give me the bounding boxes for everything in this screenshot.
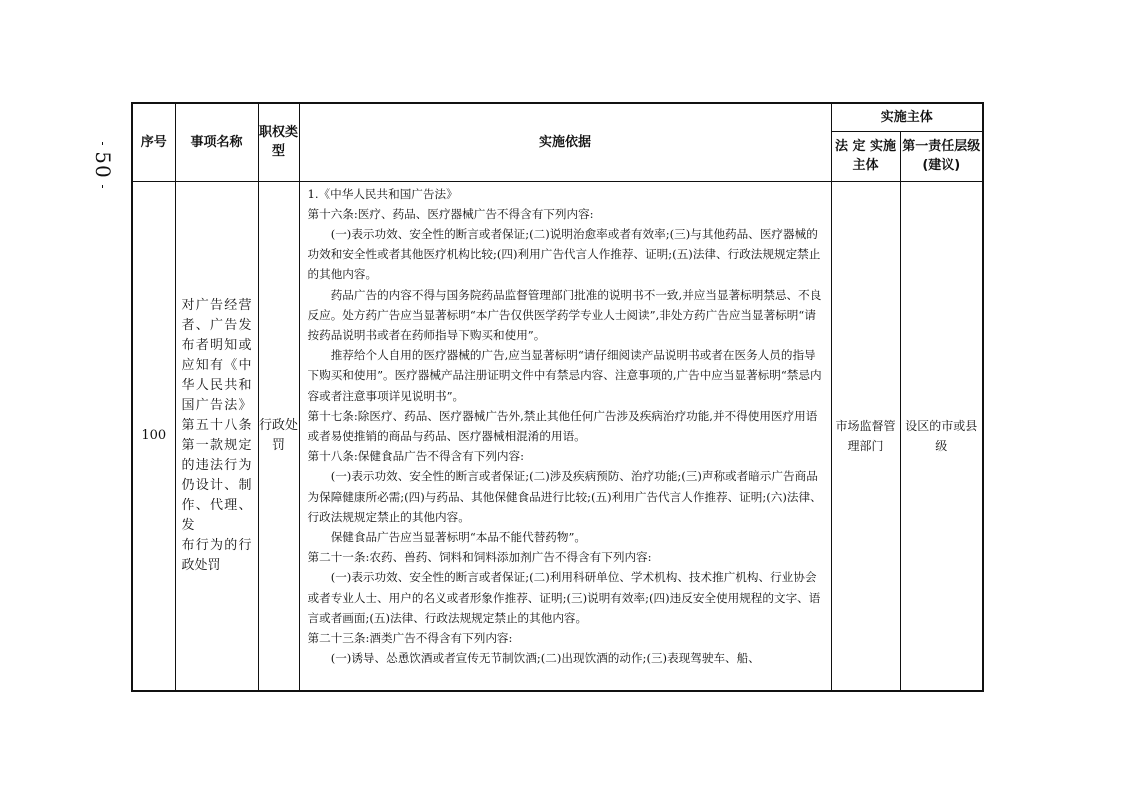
basis-paragraph: 第十七条:除医疗、药品、医疗器械广告外,禁止其他任何广告涉及疾病治疗功能,并不得使用医疗用语或者易使推销的商品与药品、医疗器械相混淆的用语。: [307, 408, 818, 443]
item-name-line: 应知有《中: [181, 357, 252, 373]
page-number-dash-right: [103, 185, 104, 188]
basis-paragraph: (一)表示功效、安全性的断言或者保证;(二)利用科研单位、学术机构、技术推广机构、行业协会或者专业人士、用户的名义或者形象作推荐、证明;(三)说明有效率;(四)违反安全使用规程的文字、语言或者画面;(五)法律、行政法规规定禁止的其他内容。: [307, 570, 821, 625]
row-legal-subject: 市场监督管理部门: [831, 181, 900, 691]
row-basis: [299, 181, 831, 691]
table-row: [132, 181, 983, 691]
row-seq: 100: [132, 181, 175, 691]
basis-paragraph: 药品广告的内容不得与国务院药品监督管理部门批准的说明书不一致,并应当显著标明禁忌、不良反应。处方药广告应当显著标明“本广告仅供医学药学专业人士阅读”,非处方药广告应当显著标明“请按药品说明书或者在药师指导下购买和使用”。: [307, 287, 822, 342]
basis-paragraph: 1.《中华人民共和国广告法》: [307, 186, 458, 201]
item-name-line: 国广告法》: [181, 397, 252, 413]
item-name-line: 的违法行为: [181, 457, 252, 473]
row-power-type: 行政处罚: [258, 181, 299, 691]
basis-paragraph: 第二十三条:酒类广告不得含有下列内容:: [307, 630, 513, 645]
header-seq: 序号: [132, 103, 175, 181]
header-row-1: [132, 103, 983, 131]
item-name-line: 布者明知或: [181, 337, 252, 353]
basis-paragraph: (一)表示功效、安全性的断言或者保证;(二)说明治愈率或者有效率;(三)与其他药品、医疗器械的功效和安全性或者其他医疗机构比较;(四)利用广告代言人作推荐、证明;(五)法律、行政法规规定禁止的其他内容。: [307, 226, 821, 282]
basis-paragraph: 第十六条:医疗、药品、医疗器械广告不得含有下列内容:: [307, 206, 594, 221]
item-name-line: 作、代理、发: [181, 497, 252, 533]
item-name-line: 对广告经营: [181, 297, 252, 313]
row-first-level: 设区的市或县级: [900, 181, 983, 691]
header-first-level: 第一责任层级(建议): [900, 131, 983, 181]
basis-paragraph: 推荐给个人自用的医疗器械的广告,应当显著标明“请仔细阅读产品说明书或者在医务人员的指导下购买和使用”。医疗器械产品注册证明文件中有禁忌内容、注意事项的,广告中应当显著标明“禁忌内容或者注意事项详见说明书”。: [307, 348, 822, 403]
item-name-line: 第五十八条: [181, 417, 252, 433]
basis-paragraph: 第二十一条:农药、兽药、饲料和饲料添加剂广告不得含有下列内容:: [307, 550, 652, 565]
basis-paragraph: (一)表示功效、安全性的断言或者保证;(二)涉及疾病预防、治疗功能;(三)声称或者暗示广告商品为保障健康所必需;(四)与药品、其他保健食品进行比较;(五)利用广告代言人作推荐、证明;(六)法律、行政法规规定禁止的其他内容。: [307, 469, 822, 524]
header-item-name: 事项名称: [175, 103, 258, 181]
item-name-line: 华人民共和: [181, 377, 252, 393]
header-power-type: 职权类型: [258, 103, 299, 181]
item-name-line: 布行为的行: [181, 537, 252, 553]
item-name-line: 政处罚: [181, 557, 221, 573]
page-number: [68, 142, 138, 188]
header-basis: 实施依据: [299, 103, 831, 181]
header-subject-group: 实施主体: [831, 103, 983, 131]
item-name-line: 仍设计、制: [181, 477, 252, 493]
basis-paragraph: (一)诱导、怂恿饮酒或者宣传无节制饮酒;(二)出现饮酒的动作;(三)表现驾驶车、船、: [330, 651, 760, 666]
item-name-line: 第一款规定: [181, 437, 252, 453]
header-legal-subject: 法 定 实施主体: [831, 131, 900, 181]
row-item-name: [175, 181, 258, 691]
basis-paragraph: 第十八条:保健食品广告不得含有下列内容:: [307, 449, 525, 464]
item-name-line: 者、广告发: [181, 317, 252, 333]
basis-paragraph: 保健食品广告应当显著标明“本品不能代替药物”。: [330, 529, 587, 544]
authority-table: [131, 102, 984, 692]
page-number-dash-left: [103, 142, 104, 145]
page-number-text: 50: [91, 151, 115, 179]
